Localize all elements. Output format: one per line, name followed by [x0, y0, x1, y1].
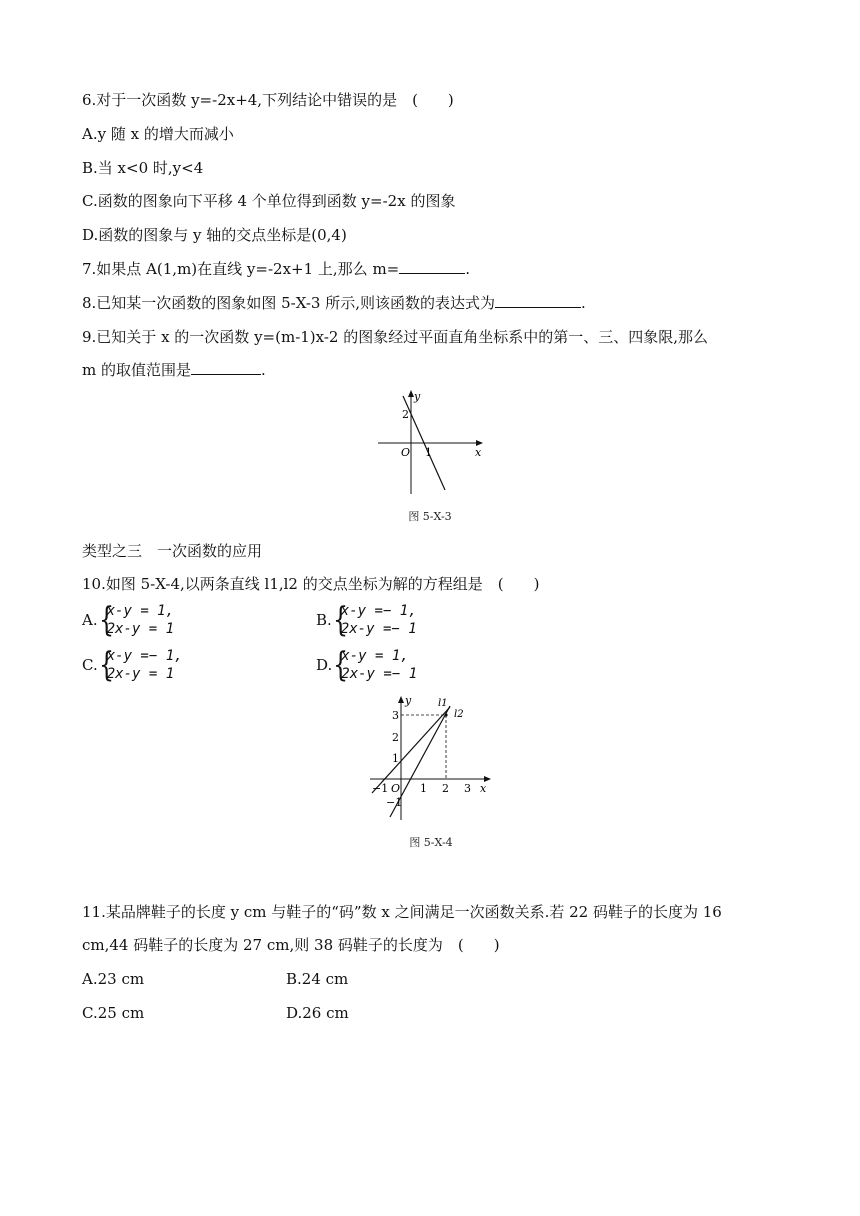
fig4-l2-label: l2	[454, 709, 464, 720]
q10-option-a	[82, 602, 174, 638]
q10-option-b-eq1: x-y =− 1,	[340, 603, 417, 619]
q6-option-a: A.y 随 x 的增大而减小	[82, 125, 234, 143]
q10-stem: 10.如图 5-X-4,以两条直线 l1,l2 的交点坐标为解的方程组是 ( )	[82, 575, 540, 593]
q8-text: 8.已知某一次函数的图象如图 5-X-3 所示,则该函数的表达式为	[82, 294, 495, 312]
q6-option-b: B.当 x<0 时,y<4	[82, 159, 204, 177]
fig3-origin-label: O	[401, 446, 411, 459]
q11-line1: 11.某品牌鞋子的长度 y cm 与鞋子的“码”数 x 之间满足一次函数关系.若 22 码鞋子的长度为 16	[82, 903, 722, 921]
q10-option-c-eq2: 2x-y = 1	[106, 666, 175, 682]
section-title: 类型之三 一次函数的应用	[82, 542, 263, 560]
q7-answer-blank[interactable]	[399, 259, 465, 274]
brace-icon: {	[98, 600, 114, 640]
q9-line1: 9.已知关于 x 的一次函数 y=(m-1)x-2 的图象经过平面直角坐标系中的第一、三、四象限,那么	[82, 328, 709, 346]
fig4-caption: 图 5-X-4	[409, 836, 453, 849]
brace-icon: {	[332, 600, 348, 640]
fig4-y-label: y	[405, 694, 412, 707]
fig4-x-tick-3: 3	[464, 782, 471, 795]
q10-option-d-system	[333, 647, 417, 683]
q10-option-a-label: A.	[82, 611, 98, 629]
q6-option-d: D.函数的图象与 y 轴的交点坐标是(0,4)	[82, 226, 347, 244]
fig4-x-tick-neg1: −1	[372, 782, 389, 795]
q10-option-c-system	[99, 647, 183, 683]
fig4-x-tick-1: 1	[420, 782, 427, 795]
q10-option-a-system	[99, 602, 174, 638]
figure-5-x-4	[366, 692, 496, 824]
q11-option-c: C.25 cm	[82, 1004, 145, 1022]
q10-option-c-eq1: x-y =− 1,	[106, 648, 183, 664]
q8-end: .	[581, 294, 586, 312]
q10-option-c-label: C.	[82, 656, 98, 674]
fig3-y-intercept-label: 2	[402, 408, 409, 421]
q11-option-b: B.24 cm	[286, 970, 349, 988]
brace-icon: {	[98, 645, 114, 685]
brace-icon: {	[333, 645, 349, 685]
q11-line2: cm,44 码鞋子的长度为 27 cm,则 38 码鞋子的长度为 ( )	[82, 936, 500, 954]
fig4-intersection-point	[444, 713, 447, 716]
q11-option-d: D.26 cm	[286, 1004, 349, 1022]
q9-answer-blank[interactable]	[191, 360, 261, 375]
q9-line2	[82, 360, 266, 380]
q10-option-d-eq1: x-y = 1,	[341, 648, 409, 664]
fig4-y-tick-1: 1	[392, 752, 399, 765]
q7-text: 7.如果点 A(1,m)在直线 y=-2x+1 上,那么 m=	[82, 260, 400, 278]
q10-option-d	[316, 647, 417, 683]
q10-option-d-label: D.	[316, 656, 333, 674]
fig4-line-l1	[372, 707, 450, 793]
fig4-l1-label: l1	[438, 698, 448, 709]
fig4-y-arrow	[398, 696, 404, 703]
fig3-caption: 图 5-X-3	[408, 510, 452, 523]
fig4-x-tick-2: 2	[442, 782, 449, 795]
q10-option-b-label: B.	[316, 611, 332, 629]
q11-option-a: A.23 cm	[82, 970, 145, 988]
q9-text: m 的取值范围是	[82, 361, 191, 379]
q10-option-a-eq1: x-y = 1,	[106, 603, 175, 619]
q10-option-b-system	[333, 602, 417, 638]
q6-option-c: C.函数的图象向下平移 4 个单位得到函数 y=-2x 的图象	[82, 192, 456, 210]
fig3-x-intercept-label: 1	[425, 446, 432, 459]
fig4-y-tick-3: 3	[392, 709, 399, 722]
fig4-y-tick-2: 2	[392, 731, 399, 744]
fig3-y-label: y	[414, 390, 421, 403]
q10-option-c	[82, 647, 183, 683]
q7-end: .	[465, 260, 471, 278]
fig4-origin-label: O	[391, 782, 401, 795]
q8	[82, 293, 586, 313]
q10-option-b	[316, 602, 417, 638]
q10-option-d-eq2: 2x-y =− 1	[341, 666, 418, 682]
q10-option-a-eq2: 2x-y = 1	[106, 621, 175, 637]
fig3-x-label: x	[475, 446, 482, 459]
q9-end: .	[261, 361, 266, 379]
q8-answer-blank[interactable]	[495, 293, 581, 308]
fig4-y-tick-neg1: −1	[386, 796, 403, 809]
fig4-x-label: x	[480, 782, 487, 795]
q7	[82, 259, 470, 279]
figure-5-x-3	[370, 384, 490, 502]
q10-option-b-eq2: 2x-y =− 1	[340, 621, 417, 637]
q6-stem: 6.对于一次函数 y=-2x+4,下列结论中错误的是 ( )	[82, 91, 454, 109]
